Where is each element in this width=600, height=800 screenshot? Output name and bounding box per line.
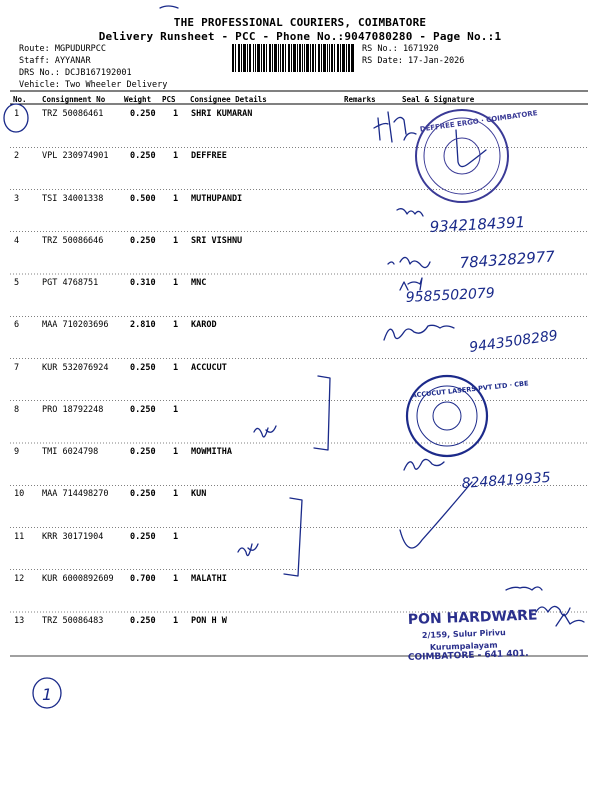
- signature-row12: [506, 587, 542, 590]
- pcs-value: 1: [173, 235, 179, 246]
- row-number: 9: [14, 447, 20, 457]
- weight-value: 2.810: [130, 320, 156, 331]
- pcs-value: 1: [173, 616, 179, 626]
- ponhw-addr2: Kurumpalayam: [429, 640, 498, 652]
- col-header-remarks: Remarks: [344, 95, 376, 104]
- weight-value: 0.250: [130, 531, 156, 542]
- signature-row1: [374, 112, 406, 142]
- consignee-name: KUN: [191, 489, 207, 500]
- page-mark: 1: [42, 685, 53, 704]
- signature-row8: [254, 426, 276, 437]
- weight-value: 0.700: [130, 573, 156, 584]
- signature-row9: [404, 459, 444, 470]
- signature-row6: [384, 325, 454, 340]
- weight-value: 0.250: [130, 109, 156, 119]
- consignee-name: SHRI KUMARAN: [191, 109, 253, 119]
- consignment-number: KRR 30171904: [42, 531, 104, 542]
- pcs-value: 1: [173, 362, 179, 373]
- consignment-number: KUR 6000892609: [42, 573, 114, 584]
- page-mark-circle: [33, 678, 61, 708]
- row-number: 5: [14, 278, 20, 288]
- consignment-number: VPL 230974901: [42, 151, 109, 162]
- col-header-consignee: Consignee Details: [190, 95, 267, 104]
- pcs-value: 1: [173, 193, 179, 204]
- weight-value: 0.250: [130, 235, 156, 246]
- consignee-name: ACCUCUT: [191, 362, 227, 373]
- row-number: 2: [14, 151, 20, 162]
- weight-value: 0.500: [130, 193, 156, 204]
- consignment-number: PGT 4768751: [42, 278, 99, 288]
- pcs-value: 1: [173, 573, 179, 584]
- col-header-pcs: PCS: [162, 95, 176, 104]
- vehicle-label: Vehicle: Two Wheeler Delivery: [19, 80, 168, 90]
- row-number: 8: [14, 404, 20, 415]
- consignment-number: TRZ 50086483: [42, 616, 104, 626]
- consignment-number: TMI 6024798: [42, 447, 99, 457]
- signature-row2: [456, 130, 486, 167]
- col-header-consignment: Consignment No: [42, 95, 106, 104]
- consignee-name: SRI VISHNU: [191, 235, 243, 246]
- weight-value: 0.250: [130, 447, 156, 457]
- row-number: 12: [14, 573, 25, 584]
- barcode: [232, 44, 354, 72]
- pcs-value: 1: [173, 109, 179, 119]
- consignee-name: MUTHUPANDI: [191, 193, 243, 204]
- consignee-name: KAROD: [191, 320, 217, 331]
- consignment-number: MAA 714498270: [42, 489, 109, 500]
- row-number: 11: [14, 531, 25, 542]
- pcs-value: 1: [173, 151, 179, 162]
- staff-label: Staff: AYYANAR: [19, 56, 91, 66]
- weight-value: 0.250: [130, 362, 156, 373]
- top-tick-mark: [160, 6, 178, 8]
- ponhw-addr1: 2/159, Sulur Pirivu: [421, 628, 506, 640]
- consignment-number: MAA 710203696: [42, 320, 109, 331]
- consignment-number: TSI 34001338: [42, 193, 104, 204]
- signature-row10-check: [400, 482, 472, 548]
- accucut-stamp-text: ACCUCUT LASERS PVT LTD · CBE: [411, 379, 529, 400]
- row-number: 7: [14, 362, 20, 373]
- consignee-name: MOWMITHA: [191, 447, 232, 457]
- rs-date: RS Date: 17-Jan-2026: [362, 56, 465, 66]
- weight-value: 0.250: [130, 616, 156, 626]
- signature-row3: [397, 209, 423, 216]
- pcs-value: 1: [173, 320, 179, 331]
- row-number: 1: [14, 109, 20, 119]
- consignee-name: DEFFREE: [191, 151, 227, 162]
- signature-row11: [238, 544, 258, 556]
- row-number: 4: [14, 235, 20, 246]
- deffree-stamp-text: DEFFREE ERGO · COIMBATORE: [419, 109, 539, 134]
- signature-row5: [400, 278, 422, 290]
- company-title: THE PROFESSIONAL COURIERS, COIMBATORE: [173, 16, 427, 29]
- col-header-no: No.: [13, 95, 27, 104]
- pcs-value: 1: [173, 404, 179, 415]
- accucut-stamp: [407, 376, 487, 456]
- pcs-value: 1: [173, 531, 179, 542]
- phone-row5: 9585502079: [405, 285, 496, 306]
- pcs-value: 1: [173, 447, 179, 457]
- ponhw-stamp: [408, 607, 538, 663]
- row-number: 10: [14, 489, 25, 500]
- pcs-value: 1: [173, 489, 179, 500]
- bracket-row10-11: [284, 498, 302, 576]
- consignment-number: TRZ 50086461: [42, 109, 104, 119]
- row-number: 13: [14, 616, 25, 626]
- rs-number: RS No.: 1671920: [362, 44, 439, 54]
- consignee-name: MALATHI: [191, 573, 227, 584]
- phone-row3: 9342184391: [429, 213, 526, 236]
- row-number: 6: [14, 320, 20, 331]
- ponhw-name: PON HARDWARE: [407, 607, 538, 628]
- phone-row9: 8248419935: [461, 469, 552, 492]
- weight-value: 0.250: [130, 489, 156, 500]
- consignee-name: PON H W: [191, 616, 227, 626]
- consignee-name: MNC: [191, 278, 207, 288]
- consignment-number: TRZ 50086646: [42, 235, 104, 246]
- col-header-seal: Seal & Signature: [402, 95, 475, 104]
- signature-row4: [388, 257, 430, 267]
- phone-row4: 7843282977: [459, 247, 556, 272]
- consignment-number: KUR 532076924: [42, 362, 109, 373]
- route-label: Route: MGPUDURPCC: [19, 44, 106, 54]
- bracket-row7-8: [314, 376, 330, 450]
- row-number: 3: [14, 193, 20, 204]
- phone-row6: 9443508289: [468, 327, 559, 356]
- consignment-number: PRO 18792248: [42, 404, 104, 415]
- weight-value: 0.310: [130, 278, 156, 288]
- deffree-stamp: [416, 110, 508, 202]
- ponhw-city: COIMBATORE - 641 401.: [407, 648, 529, 663]
- drs-number: DRS No.: DCJB167192001: [19, 68, 132, 78]
- pcs-value: 1: [173, 278, 179, 288]
- weight-value: 0.250: [130, 404, 156, 415]
- col-header-weight: Weight: [124, 95, 152, 104]
- runsheet-subtitle: Delivery Runsheet - PCC - Phone No.:9047080280 - Page No.:1: [98, 30, 502, 43]
- weight-value: 0.250: [130, 151, 156, 162]
